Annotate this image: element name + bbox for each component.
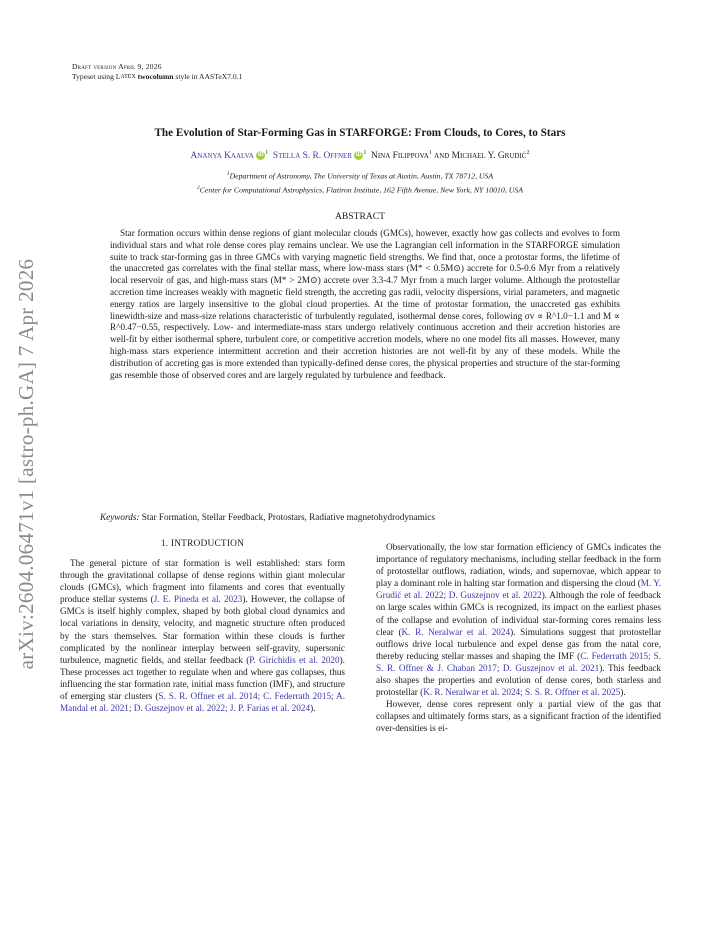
intro-column-left — [60, 557, 345, 714]
citation-link[interactable]: P. Girichidis et al. 2020 — [249, 654, 340, 665]
keywords-label: Keywords: — [100, 512, 140, 522]
body-paragraph: Observationally, the low star formation efficiency of GMCs indicates the importance of regulatory mechanisms, including stellar feedback in the form of protostellar outflows, radiation, winds, and supernovae, which appear to play a dominant role in halting star formation and dispersing the cloud (M. Y. Grudić et al. 2022; D. Guszejnov et al. 2022). Although the role of feedback on large scales within GMCs is recognized, its impact on the earliest phases of the collapse and evolution of individual star-forming cores remains less clear (K. R. Neralwar et al. 2024). Simulations suggest that protostellar outflows drive local turbulence and expel dense gas from the natal core, thereby reducing stellar masses and shaping the IMF (C. Federrath 2015; S. S. R. Offner & J. Chaban 2017; D. Guszejnov et al. 2021). This feedback also shapes the properties and evolution of dense cores, both starless and protostellar (K. R. Neralwar et al. 2024; S. S. R. Offner et al. 2025). — [376, 542, 662, 698]
citation-link[interactable]: K. R. Neralwar et al. 2024 — [401, 626, 511, 637]
arxiv-sidebar-stamp: arXiv:2604.06471v1 [astro-ph.GA] 7 Apr 2026 — [14, 258, 38, 670]
citation-link[interactable]: J. E. Pineda et al. 2023 — [153, 594, 243, 605]
orcid-icon[interactable]: iD — [355, 152, 362, 159]
author-list: Ananya Kaalva iD $^1$ Stella S. R. Offner iD $^1$ Nina Filippova$^1$ and Michael Y. Grudić$^2$ — [190, 150, 530, 162]
abstract-body: Star formation occurs within dense regions of giant molecular clouds (GMCs), however, exactly how gas collects and evolves to form individual stars and what role dense cores play remains unclear. We use the Lagrangian cell information in the STARFORGE simulation suite to track star-forming gas in three GMCs with varying magnetic field strengths. We find that, once a protostar forms, the lifetime of the unaccreted gas correlates with the final stellar mass, where low-mass stars (M* < 0.5M⊙) accrete for 0.5-0.6 Myr from a relatively local reservoir of gas, and high-mass stars (M* > 2M⊙) accrete over 3.3-4.7 Myr from a much larger volume. Although the protostellar accretion time increases weakly with magnetic field strength, the accreting gas radii, velocity dispersions, virial parameters, and magnetic energy ratios are largely insensitive to the global cloud properties. At the time of protostar formation, the unaccreted gas exhibits linewidth-size and mass-size relations characteristic of turbulently regulated, isothermal dense cores, following σv ∝ R^1.0−1.1 and M ∝ R^0.47−0.55, respectively. Low- and intermediate-mass stars undergo relatively continuous accretion and their accretion histories are well-fit by either isothermal sphere, turbulent core, or competitive accretion models, where no one model fits all masses. However, many high-mass stars experience intermittent accretion and their accretion histories are not well-fit by any of these models. While the distribution of accreting gas is more extended than typically-defined dense cores, the physical properties and structure of the star-forming gas resemble those of observed cores and are largely regulated by turbulence and feedback. — [110, 228, 620, 380]
draft-header — [72, 62, 242, 82]
orcid-icon[interactable]: iD — [257, 152, 264, 159]
citation-link[interactable]: C. Federrath 2015; S. S. R. Offner & J. Chaban 2017; D. Guszejnov et al. 2021 — [376, 650, 661, 673]
author-name: Michael Y. Grudić — [451, 151, 527, 162]
author-name-link[interactable]: Stella S. R. Offner — [272, 151, 353, 162]
keywords-line — [100, 512, 620, 522]
typeset-line: Typeset using LATEX twocolumn style in AASTeX7.0.1 — [72, 72, 243, 81]
body-paragraph: The general picture of star formation is well established: stars form through the gravitational collapse of dense regions within giant molecular clouds (GMCs), which fragment into filaments and cores that eventually produce stellar systems (J. E. Pineda et al. 2023). However, the collapse of GMCs is itself highly complex, shaped by both global cloud dynamics and local variations in density, velocity, and magnetic structure often produced by the stars themselves. Star formation within these clouds is further complicated by the nonlinear interplay between self-gravity, supersonic turbulence, magnetic fields, and stellar feedback (P. Girichidis et al. 2020). These processes act together to regulate when and where gas collapses, thus influencing the star formation rate, initial mass function (IMF), and structure of emerging star clusters (S. S. R. Offner et al. 2014; C. Federrath 2015; A. Mandal et al. 2021; D. Guszejnov et al. 2022; J. P. Farias et al. 2024). — [60, 558, 345, 714]
paper-title: The Evolution of Star-Forming Gas in STARFORGE: From Clouds, to Cores, to Stars — [154, 127, 566, 139]
intro-column-right — [376, 541, 661, 735]
keywords-list: Star Formation, Stellar Feedback, Protostars, Radiative magnetohydrodynamics — [141, 512, 435, 522]
author-and: and — [434, 151, 450, 162]
affiliation-2: $^2$Center for Computational Astrophysics, Flatiron Institute, 162 Fifth Avenue, New York, NY 10010, USA — [196, 185, 524, 195]
citation-link[interactable]: M. Y. Grudić et al. 2022; D. Guszejnov et al. 2022 — [376, 578, 661, 601]
section-heading-introduction: 1. INTRODUCTION — [160, 539, 245, 549]
citation-link[interactable]: K. R. Neralwar et al. 2024; S. S. R. Offner et al. 2025 — [423, 687, 621, 698]
affiliation-1: $^1$Department of Astronomy, The University of Texas at Austin, Austin, TX 78712, USA — [226, 171, 494, 181]
author-name-link[interactable]: Ananya Kaalva — [190, 151, 254, 162]
citation-link[interactable]: S. S. R. Offner et al. 2014; C. Federrath 2015; A. Mandal et al. 2021; D. Guszejnov et al. 2022; J. P. Farias et al. 2024 — [60, 691, 345, 714]
body-paragraph: However, dense cores represent only a partial view of the gas that collapses and ultimately forms stars, as a significant fraction of the identified over-densities is ei- — [376, 699, 661, 734]
author-name: Nina Filippova — [371, 151, 429, 162]
draft-version-label: Draft version April 9, 2026 — [72, 62, 162, 71]
abstract-heading: ABSTRACT — [334, 211, 386, 222]
